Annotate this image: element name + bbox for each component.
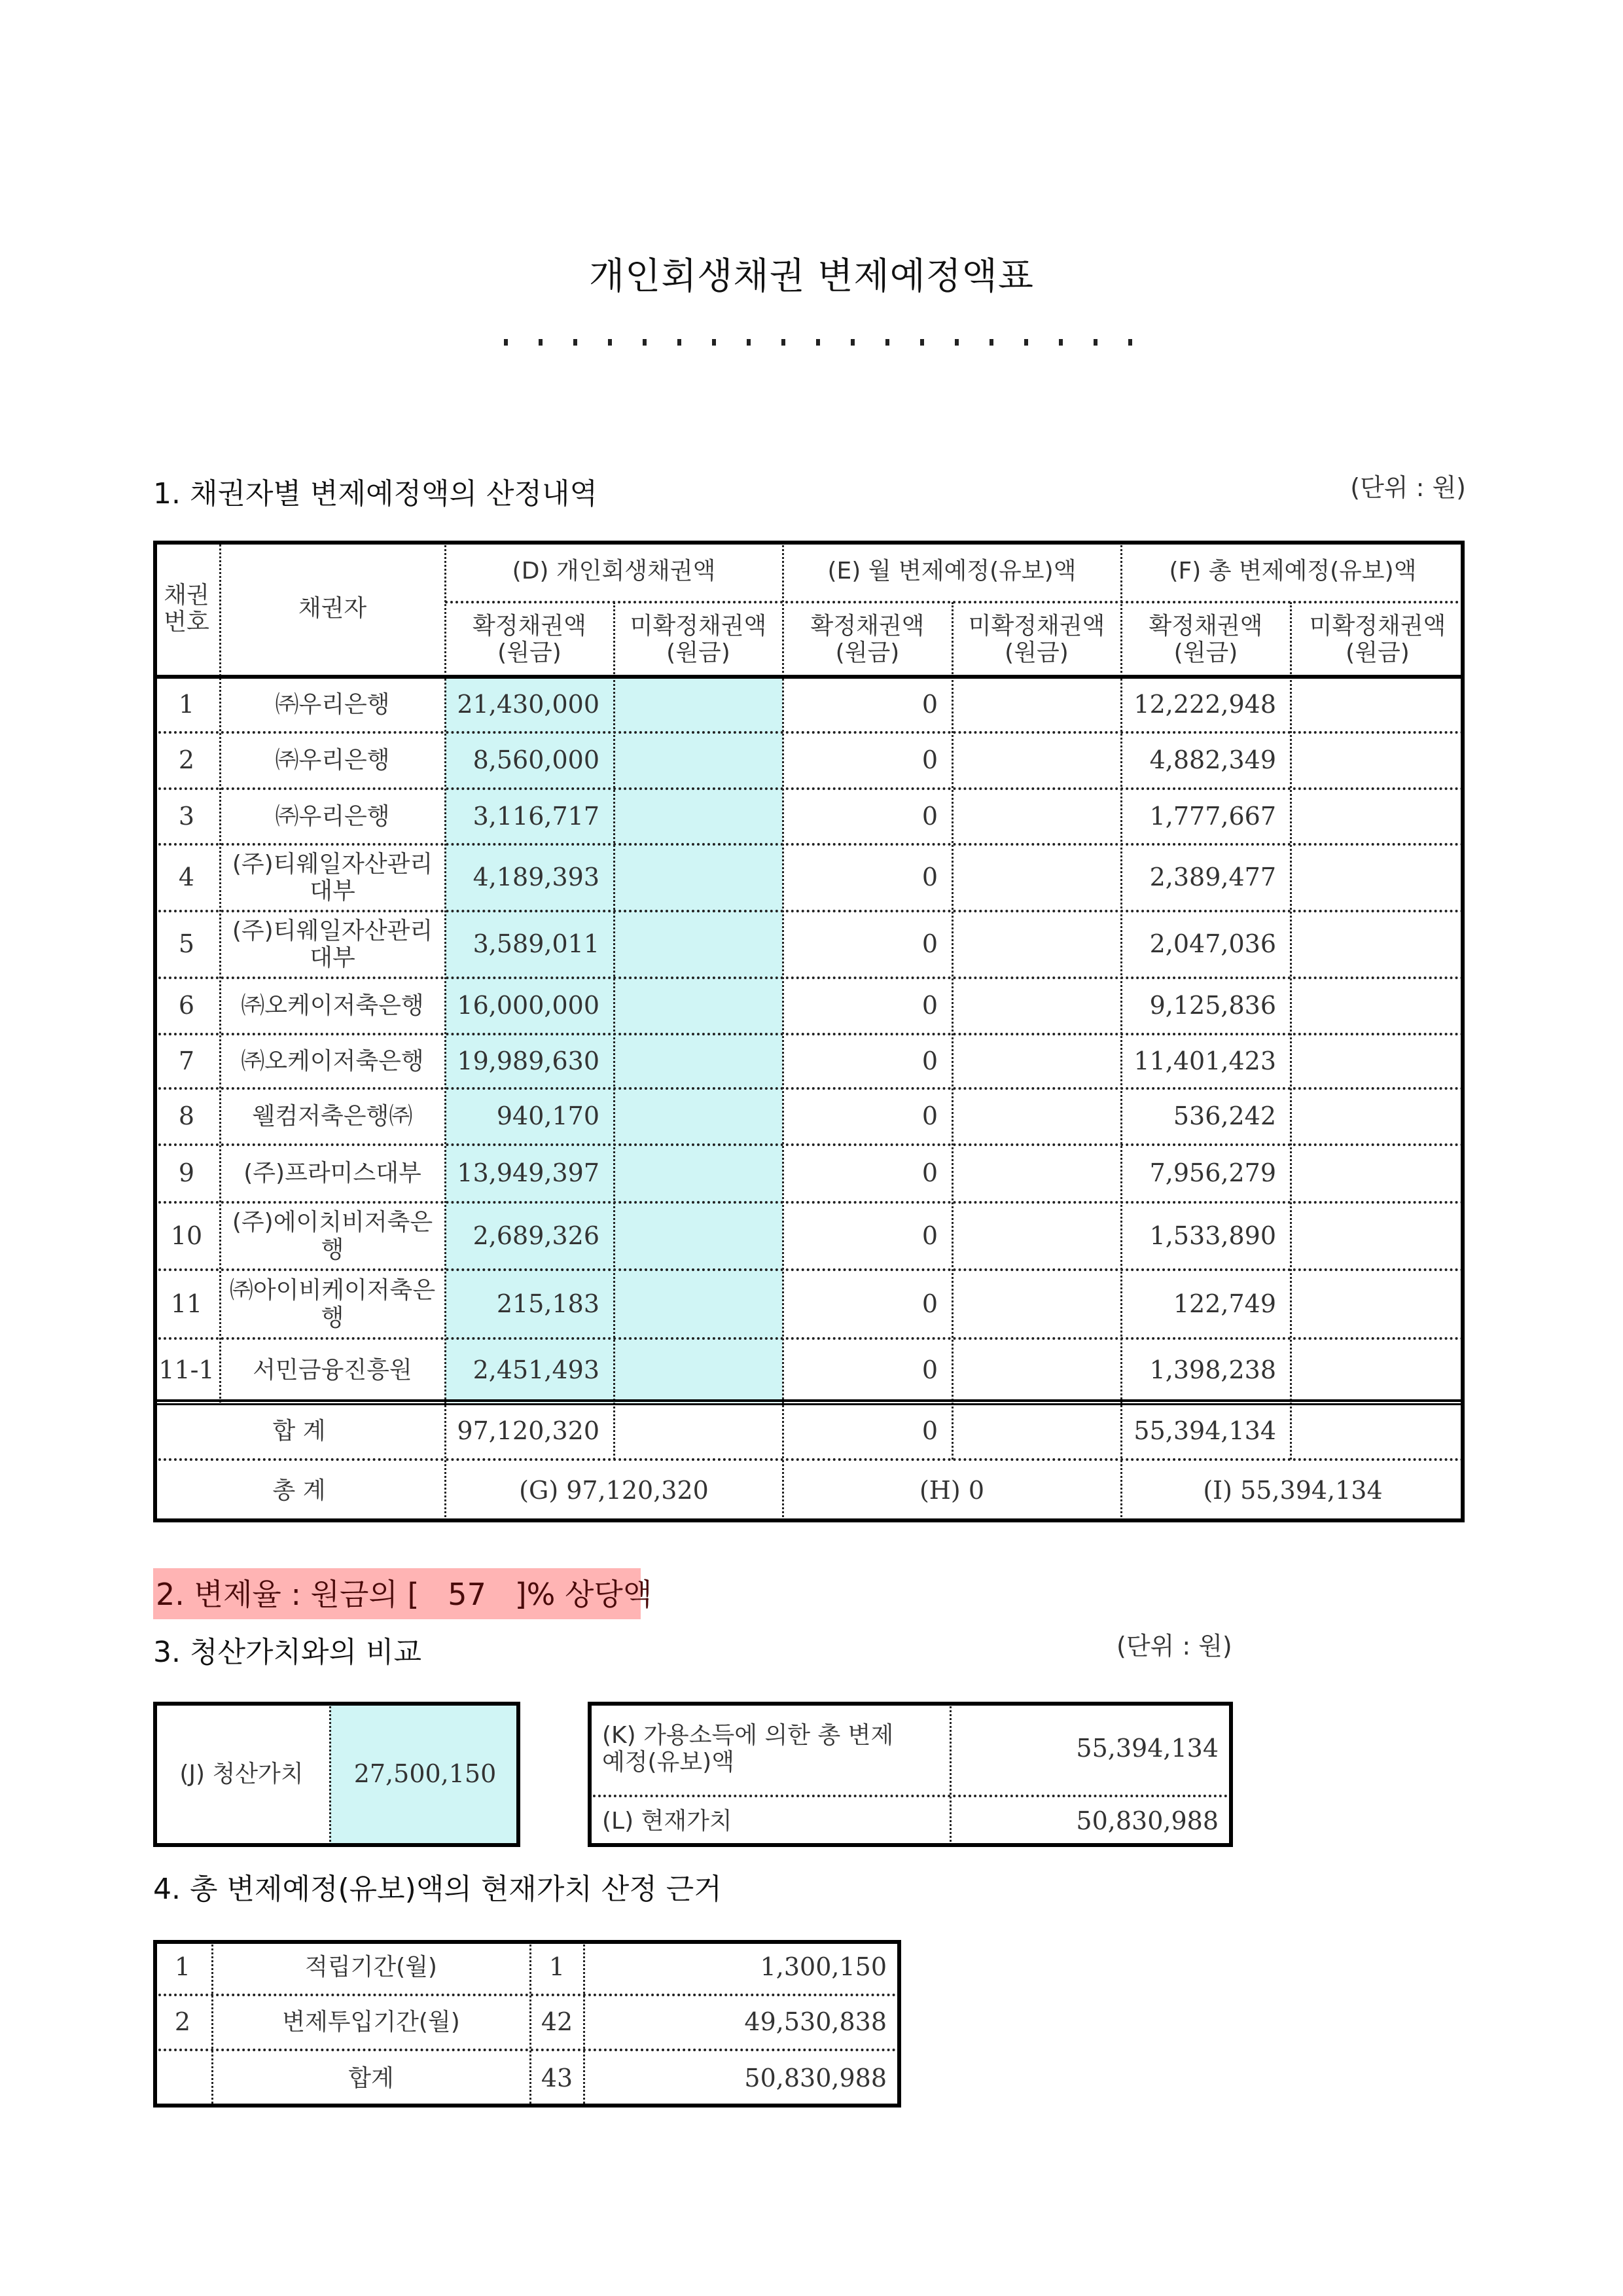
creditor-no: 2 — [178, 745, 195, 775]
grandtotal-i: (I) 55,394,134 — [1203, 1476, 1383, 1505]
row-divider — [153, 1201, 1465, 1204]
row-divider — [153, 787, 1465, 790]
amount-d-confirmed: 21,430,000 — [457, 689, 599, 719]
amount-e-unconfirmed — [952, 911, 1121, 978]
amount-e-confirmed: 0 — [921, 689, 938, 719]
column-divider — [529, 1940, 531, 2108]
amount-e-unconfirmed — [952, 677, 1121, 732]
amount-e-confirmed: 0 — [921, 863, 938, 892]
section1-unit: (단위 : 원) — [1350, 473, 1466, 502]
table-border-left — [153, 541, 157, 1522]
row-divider — [153, 2049, 901, 2051]
liquidation-value: 27,500,150 — [353, 1759, 497, 1789]
amount-d-confirmed: 3,116,717 — [473, 801, 599, 831]
table-border-right — [516, 1702, 520, 1847]
header-d-confirmed: 확정채권액 (원금) — [473, 612, 586, 666]
amount-e-unconfirmed — [952, 1202, 1121, 1270]
table-border-bottom — [153, 1843, 520, 1847]
header-separator — [153, 675, 1465, 679]
row-divider — [153, 1143, 1465, 1146]
column-divider — [211, 1940, 213, 2108]
amount-e-confirmed: 0 — [921, 1158, 938, 1188]
amount-f-confirmed: 536,242 — [1173, 1102, 1276, 1131]
creditor-name: 서민금융진흥원 — [253, 1357, 412, 1384]
creditor-name: ㈜우리은행 — [275, 802, 390, 830]
amount-f-confirmed: 1,533,890 — [1149, 1221, 1276, 1250]
table-border-right — [1229, 1702, 1233, 1847]
row-divider — [588, 1795, 1233, 1797]
amount-d-confirmed: 13,949,397 — [457, 1158, 599, 1188]
subtotal-f-confirmed: 55,394,134 — [1133, 1416, 1276, 1445]
amount-f-unconfirmed — [1291, 911, 1465, 978]
table-border-top — [588, 1702, 1233, 1706]
creditor-no: 1 — [178, 689, 195, 719]
header-e-unconfirmed: 미확정채권액 (원금) — [968, 612, 1105, 666]
subtotal-d-confirmed: 97,120,320 — [457, 1416, 599, 1445]
present-value-label: (L) 현재가치 — [602, 1808, 732, 1835]
amount-e-unconfirmed — [952, 978, 1121, 1034]
creditor-no: 8 — [178, 1102, 195, 1131]
amount-f-unconfirmed — [1291, 1034, 1465, 1088]
amount-d-confirmed: 2,689,326 — [473, 1221, 599, 1250]
header-creditor: 채권자 — [298, 595, 367, 622]
amount-f-unconfirmed — [1291, 789, 1465, 844]
creditor-no: 6 — [178, 991, 195, 1020]
row-divider — [153, 1994, 901, 1996]
available-income-total-label: (K) 가용소득에 의한 총 변제 예정(유보)액 — [602, 1721, 894, 1776]
column-divider — [444, 541, 446, 1522]
amount-d-unconfirmed — [614, 1338, 783, 1403]
amount-f-unconfirmed — [1291, 1270, 1465, 1338]
amount-e-confirmed: 0 — [921, 745, 938, 775]
row-divider — [445, 601, 1465, 603]
column-divider — [583, 1940, 585, 2108]
header-d-unconfirmed: 미확정채권액 (원금) — [630, 612, 767, 666]
amount-d-unconfirmed — [614, 911, 783, 978]
amount-e-unconfirmed — [952, 844, 1121, 911]
amount-e-confirmed: 0 — [921, 1289, 938, 1318]
amount-d-confirmed: 4,189,393 — [473, 863, 599, 892]
subtotal-f-unconfirmed — [1291, 1403, 1465, 1460]
creditor-no: 3 — [178, 801, 195, 831]
subtotal-e-confirmed: 0 — [921, 1416, 938, 1445]
amount-d-unconfirmed — [614, 1270, 783, 1338]
creditor-name: ㈜오케이저축은행 — [241, 1047, 424, 1075]
redacted-subtitle — [504, 339, 1132, 346]
creditor-name: (주)티웨일자산관리 대부 — [232, 917, 433, 971]
period-months: 43 — [541, 2064, 573, 2093]
table-border-top — [153, 1702, 520, 1706]
amount-f-unconfirmed — [1291, 1145, 1465, 1202]
amount-d-confirmed: 3,589,011 — [473, 929, 599, 959]
column-divider — [782, 541, 784, 1522]
period-label: 합계 — [348, 2065, 394, 2092]
table-border-left — [588, 1702, 592, 1847]
amount-e-confirmed: 0 — [921, 1102, 938, 1131]
creditor-no: 9 — [178, 1158, 195, 1188]
amount-d-unconfirmed — [614, 732, 783, 789]
amount-f-confirmed: 1,777,667 — [1149, 801, 1276, 831]
period-label: 적립기간(월) — [305, 1954, 437, 1981]
amount-d-unconfirmed — [614, 978, 783, 1034]
header-f-confirmed: 확정채권액 (원금) — [1149, 612, 1263, 666]
present-value: 50,830,988 — [1076, 1806, 1219, 1836]
table-border-left — [153, 1702, 157, 1847]
amount-d-unconfirmed — [614, 1202, 783, 1270]
period-label: 변제투입기간(월) — [282, 2009, 460, 2036]
creditor-name: ㈜아이비케이저축은 행 — [229, 1277, 436, 1331]
period-months: 1 — [548, 1952, 565, 1982]
grandtotal-h: (H) 0 — [919, 1476, 985, 1505]
amount-f-unconfirmed — [1291, 978, 1465, 1034]
subtotal-d-unconfirmed — [614, 1403, 783, 1460]
amount-f-confirmed: 2,047,036 — [1149, 929, 1276, 959]
row-divider — [153, 1268, 1465, 1271]
section1-heading: 1. 채권자별 변제예정액의 산정내역 — [153, 477, 597, 511]
table-border-bottom — [153, 1518, 1465, 1522]
creditor-no: 7 — [178, 1046, 195, 1075]
column-divider — [219, 541, 221, 1403]
row-divider — [153, 977, 1465, 979]
amount-d-unconfirmed — [614, 844, 783, 911]
amount-d-confirmed: 19,989,630 — [457, 1046, 599, 1075]
section4-heading: 4. 총 변제예정(유보)액의 현재가치 산정 근거 — [153, 1873, 722, 1906]
creditor-name: ㈜우리은행 — [275, 691, 390, 718]
liquidation-value-label: (J) 청산가치 — [179, 1761, 304, 1788]
amount-f-unconfirmed — [1291, 844, 1465, 911]
amount-f-unconfirmed — [1291, 732, 1465, 789]
available-income-total-value: 55,394,134 — [1076, 1734, 1219, 1763]
amount-e-confirmed: 0 — [921, 801, 938, 831]
amount-e-unconfirmed — [952, 1088, 1121, 1145]
subtotal-e-unconfirmed — [952, 1403, 1121, 1460]
amount-e-unconfirmed — [952, 1338, 1121, 1403]
subtotal-label: 합 계 — [272, 1417, 326, 1444]
column-divider — [1120, 541, 1122, 1522]
creditor-name: (주)프라미스대부 — [243, 1160, 421, 1187]
amount-f-unconfirmed — [1291, 1202, 1465, 1270]
amount-d-unconfirmed — [614, 789, 783, 844]
amount-f-unconfirmed — [1291, 1088, 1465, 1145]
header-group-d: (D) 개인회생채권액 — [512, 558, 716, 585]
period-no: 1 — [174, 1952, 191, 1982]
section3-unit: (단위 : 원) — [1116, 1632, 1232, 1660]
period-months: 42 — [541, 2007, 573, 2037]
header-f-unconfirmed: 미확정채권액 (원금) — [1309, 612, 1446, 666]
period-no: 2 — [174, 2007, 191, 2037]
amount-f-confirmed: 122,749 — [1173, 1289, 1276, 1318]
amount-f-unconfirmed — [1291, 677, 1465, 732]
period-amount: 50,830,988 — [744, 2064, 887, 2093]
row-divider — [153, 731, 1465, 734]
amount-d-confirmed: 215,183 — [496, 1289, 599, 1318]
header-group-f: (F) 총 변제예정(유보)액 — [1169, 558, 1417, 585]
amount-e-unconfirmed — [952, 789, 1121, 844]
amount-e-confirmed: 0 — [921, 1046, 938, 1075]
table-border-left — [153, 1940, 157, 2108]
amount-d-confirmed: 940,170 — [496, 1102, 599, 1131]
amount-d-confirmed: 16,000,000 — [457, 991, 599, 1020]
creditor-no: 10 — [170, 1221, 203, 1250]
amount-d-unconfirmed — [614, 1034, 783, 1088]
section3-heading: 3. 청산가치와의 비교 — [153, 1636, 421, 1669]
creditor-no: 5 — [178, 929, 195, 959]
amount-d-unconfirmed — [614, 677, 783, 732]
column-divider — [950, 1702, 952, 1847]
row-divider — [153, 1087, 1465, 1090]
amount-f-confirmed: 1,398,238 — [1149, 1355, 1276, 1385]
header-group-e: (E) 월 변제예정(유보)액 — [827, 558, 1077, 585]
amount-d-confirmed: 8,560,000 — [473, 745, 599, 775]
table-border-bottom — [588, 1843, 1233, 1847]
amount-f-confirmed: 11,401,423 — [1133, 1046, 1276, 1075]
amount-f-confirmed: 12,222,948 — [1133, 689, 1276, 719]
amount-d-unconfirmed — [614, 1088, 783, 1145]
amount-e-confirmed: 0 — [921, 991, 938, 1020]
amount-d-unconfirmed — [614, 1145, 783, 1202]
amount-e-confirmed: 0 — [921, 1355, 938, 1385]
creditor-name: (주)티웨일자산관리 대부 — [232, 850, 433, 905]
period-amount: 49,530,838 — [744, 2007, 887, 2037]
table-border-bottom — [153, 2104, 901, 2108]
amount-f-confirmed: 9,125,836 — [1149, 991, 1276, 1020]
header-creditor-no: 채권 번호 — [164, 581, 209, 636]
amount-e-unconfirmed — [952, 732, 1121, 789]
row-divider — [153, 1337, 1465, 1340]
table-border-right — [897, 1940, 901, 2108]
amount-f-confirmed: 7,956,279 — [1149, 1158, 1276, 1188]
creditor-no: 11-1 — [158, 1355, 215, 1385]
amount-e-unconfirmed — [952, 1034, 1121, 1088]
grandtotal-label: 총 계 — [272, 1477, 326, 1505]
total-separator-2 — [153, 1403, 1465, 1405]
grandtotal-g: (G) 97,120,320 — [519, 1476, 709, 1505]
amount-e-unconfirmed — [952, 1270, 1121, 1338]
period-amount: 1,300,150 — [760, 1952, 887, 1982]
repayment-rate-text: 2. 변제율 : 원금의 [ 57 ]% 상당액 — [156, 1577, 652, 1612]
table-border-right — [1461, 541, 1465, 1522]
column-divider — [329, 1702, 331, 1847]
creditor-no: 11 — [170, 1289, 203, 1318]
creditor-no: 4 — [178, 863, 195, 892]
amount-e-confirmed: 0 — [921, 929, 938, 959]
document-title: 개인회생채권 변제예정액표 — [589, 255, 1034, 298]
creditor-name: 웰컴저축은행㈜ — [252, 1103, 413, 1130]
row-divider — [153, 843, 1465, 846]
table-border-top — [153, 1940, 901, 1944]
amount-f-confirmed: 2,389,477 — [1149, 863, 1276, 892]
period-no — [153, 2050, 212, 2108]
amount-f-confirmed: 4,882,349 — [1149, 745, 1276, 775]
creditor-name: ㈜우리은행 — [275, 747, 390, 774]
creditor-name: (주)에이치비저축은 행 — [232, 1209, 433, 1263]
creditor-name: ㈜오케이저축은행 — [241, 992, 424, 1020]
amount-f-unconfirmed — [1291, 1338, 1465, 1403]
amount-d-confirmed: 2,451,493 — [473, 1355, 599, 1385]
row-divider — [153, 1033, 1465, 1035]
total-separator-1 — [153, 1399, 1465, 1402]
row-divider — [153, 910, 1465, 912]
row-divider — [153, 1458, 1465, 1461]
table-border-top — [153, 541, 1465, 545]
amount-e-confirmed: 0 — [921, 1221, 938, 1250]
amount-e-unconfirmed — [952, 1145, 1121, 1202]
header-e-confirmed: 확정채권액 (원금) — [810, 612, 925, 666]
